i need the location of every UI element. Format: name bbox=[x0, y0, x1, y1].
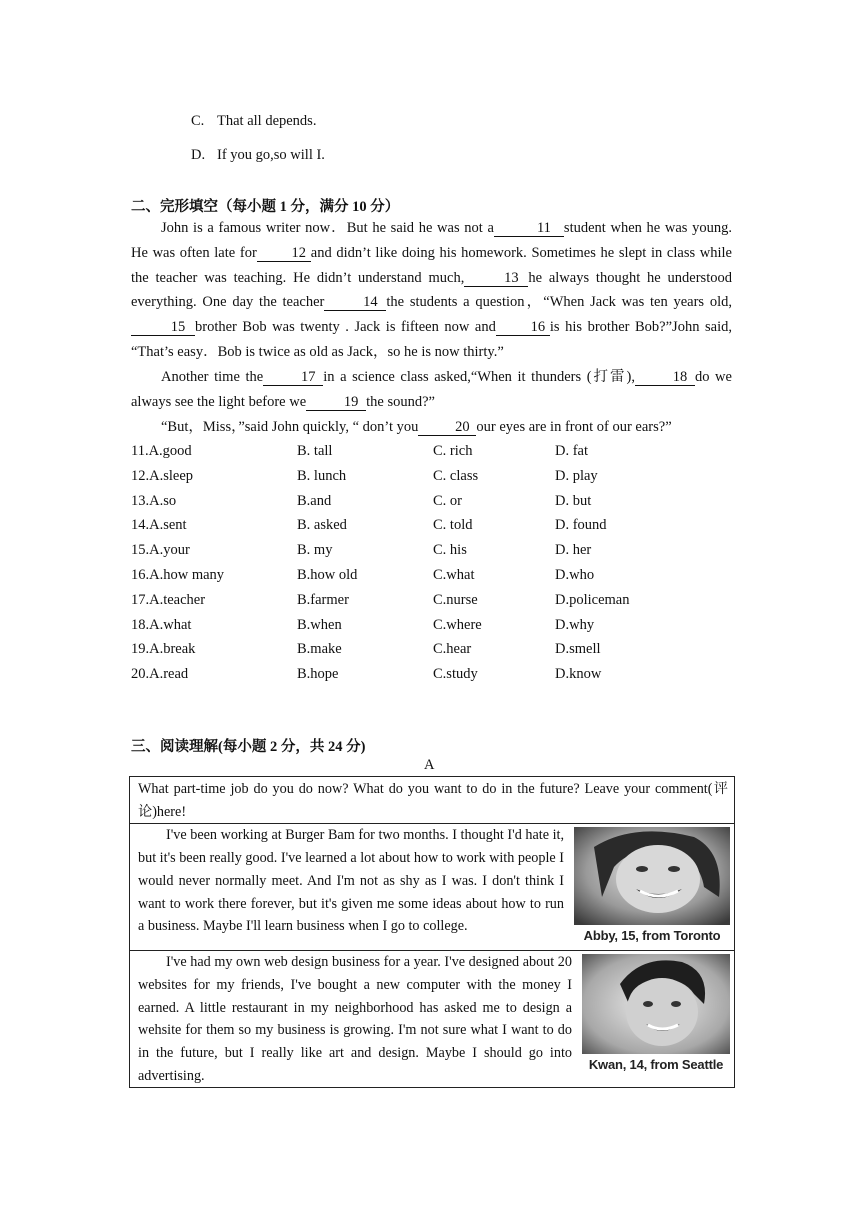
choice-option: 11.A.good bbox=[131, 443, 192, 459]
choice-option: 12.A.sleep bbox=[131, 467, 194, 484]
blank-16: 16 bbox=[496, 319, 550, 336]
choice-row bbox=[131, 617, 731, 642]
choice-row bbox=[131, 641, 731, 666]
choice-option: D.why bbox=[555, 616, 595, 633]
option-c bbox=[191, 113, 316, 130]
choice-option: 20.A.read bbox=[131, 666, 189, 683]
cloze-text: brother Bob was twenty . Jack is fifteen now and bbox=[195, 319, 496, 336]
choice-option: B. asked bbox=[297, 517, 347, 534]
blank-11: 11 bbox=[494, 220, 564, 237]
choice-option: C. told bbox=[433, 517, 473, 534]
choice-option: 15.A.your bbox=[131, 542, 190, 559]
choice-option: C.hear bbox=[433, 641, 472, 658]
choice-option: D. play bbox=[555, 467, 598, 484]
choice-option: 14.A.sent bbox=[131, 517, 187, 534]
choice-option: 16.A.how many bbox=[131, 567, 225, 583]
cloze-text: our eyes are in front of our ears?” bbox=[476, 419, 672, 435]
cloze-text: the sound?” bbox=[366, 393, 435, 410]
choice-option: 13.A.so bbox=[131, 492, 177, 509]
choice-option: C. rich bbox=[433, 443, 473, 459]
option-d bbox=[191, 147, 325, 164]
cloze-paragraph-1 bbox=[131, 216, 732, 365]
blank-20: 20 bbox=[418, 419, 476, 436]
choice-option: C.where bbox=[433, 616, 482, 633]
prompt-row bbox=[130, 777, 735, 824]
blank-19: 19 bbox=[306, 394, 366, 411]
choice-option: B. lunch bbox=[297, 467, 347, 484]
choice-option: B.when bbox=[297, 616, 342, 633]
option-letter: C. bbox=[191, 113, 205, 129]
cloze-text: and didn’t like doing his homework. Sometimes he slept in class while the teacher was teaching. He didn’t understand much, bbox=[131, 244, 732, 286]
cloze-paragraph-2 bbox=[131, 365, 732, 415]
choice-option: D.policeman bbox=[555, 591, 630, 608]
choice-row bbox=[131, 567, 731, 592]
cloze-text: student when he was young. He was often late for bbox=[131, 220, 732, 261]
cloze-text: the students a question，“When Jack was ten years old, bbox=[386, 294, 732, 311]
choice-option: C.nurse bbox=[433, 591, 478, 608]
choice-option: B.farmer bbox=[297, 591, 349, 608]
choice-option: B.hope bbox=[297, 666, 339, 683]
cloze-text: he always thought he understood everything. One day the teacher bbox=[131, 269, 732, 311]
choice-row bbox=[131, 542, 731, 567]
cloze-text: Another time the bbox=[161, 369, 264, 385]
avatar bbox=[574, 827, 730, 948]
choice-option: B. tall bbox=[297, 443, 333, 459]
choice-option: D.know bbox=[555, 666, 602, 683]
choice-option: C.study bbox=[433, 666, 478, 683]
entry-cell bbox=[130, 951, 735, 1088]
choice-option: 19.A.break bbox=[131, 641, 196, 658]
blank-17: 17 bbox=[263, 369, 323, 386]
option-letter: D. bbox=[191, 147, 206, 163]
kwan-photo bbox=[582, 954, 730, 1054]
choice-row bbox=[131, 443, 731, 468]
choice-option: C.what bbox=[433, 567, 475, 583]
entry-row bbox=[130, 951, 735, 1088]
choice-option: 17.A.teacher bbox=[131, 591, 206, 608]
cloze-paragraph-3 bbox=[131, 415, 732, 440]
comment-table bbox=[129, 776, 735, 1088]
entry-row bbox=[130, 824, 735, 951]
cloze-text: “But，Miss，”said John quickly, “ don’t you bbox=[161, 419, 419, 435]
photo-caption: Abby, 15, from Toronto bbox=[583, 928, 721, 944]
choice-option: B.how old bbox=[297, 567, 358, 583]
choice-option: D. but bbox=[555, 492, 592, 509]
entry-cell bbox=[130, 824, 735, 951]
avatar bbox=[582, 954, 730, 1077]
choice-option: D.who bbox=[555, 567, 595, 583]
option-text: If you go,so will I. bbox=[217, 147, 325, 163]
choice-option: 18.A.what bbox=[131, 616, 192, 633]
choice-option: D.smell bbox=[555, 641, 601, 658]
choice-option: D. her bbox=[555, 542, 592, 559]
choice-row bbox=[131, 468, 731, 493]
choice-row bbox=[131, 592, 731, 617]
blank-13: 13 bbox=[464, 270, 528, 287]
section-reading-title: 三、阅读理解(每小题 2 分，共 24 分) bbox=[131, 739, 366, 755]
choice-option: B. my bbox=[297, 542, 333, 559]
entry-text: I've been working at Burger Bam for two months. I thought I'd hate it, but it's been really good. I've learned a lot about how to work with people I would never normally meet. And I'm not as shy as I was. I don't think I want to work there forever, but it's given me some ideas about how to run a business. Maybe I'll learn business when I go to college. bbox=[138, 827, 564, 935]
entry-text: I've had my own web design business for a year. I've designed about 20 websites for my friends, I've bought a new computer with the money I earned. A little restaurant in my neighborhood has asked me to design a wehsite for them so my business is growing. I'm not sure what I want to do in the future, but I really like art and design. Maybe I should go into advertising. bbox=[138, 954, 572, 1084]
blank-12: 12 bbox=[257, 245, 311, 262]
blank-18: 18 bbox=[635, 369, 695, 386]
choice-row bbox=[131, 517, 731, 542]
photo-caption: Kwan, 14, from Seattle bbox=[588, 1057, 724, 1073]
option-text: That all depends. bbox=[217, 113, 317, 129]
choice-row bbox=[131, 493, 731, 518]
abby-photo bbox=[574, 827, 730, 925]
choice-option: C. class bbox=[433, 467, 479, 484]
choice-option: B.make bbox=[297, 641, 342, 658]
cloze-text: is his brother Bob?”John said, “That’s easy．Bob is twice as old as Jack，so he is now thirty.” bbox=[131, 319, 732, 360]
blank-14: 14 bbox=[324, 294, 386, 311]
choice-option: C. or bbox=[433, 492, 462, 509]
cloze-text: John is a famous writer now．But he said he was not a bbox=[161, 220, 494, 236]
passage-label: A bbox=[424, 757, 435, 773]
prompt-cell: What part-time job do you do now? What do you want to do in the future? Leave your comment(评论)here! bbox=[130, 777, 735, 824]
cloze-text: do we always see the light before we bbox=[131, 369, 732, 410]
choice-option: C. his bbox=[433, 542, 467, 559]
blank-15: 15 bbox=[131, 319, 195, 336]
choice-option: B.and bbox=[297, 492, 332, 509]
choice-option: D. fat bbox=[555, 443, 589, 459]
choice-option: D. found bbox=[555, 517, 607, 534]
section-cloze-title: 二、完形填空（每小题 1 分，满分 10 分） bbox=[131, 199, 400, 215]
cloze-text: in a science class asked,“When it thunders (打雷), bbox=[323, 369, 635, 385]
choice-row bbox=[131, 666, 731, 691]
